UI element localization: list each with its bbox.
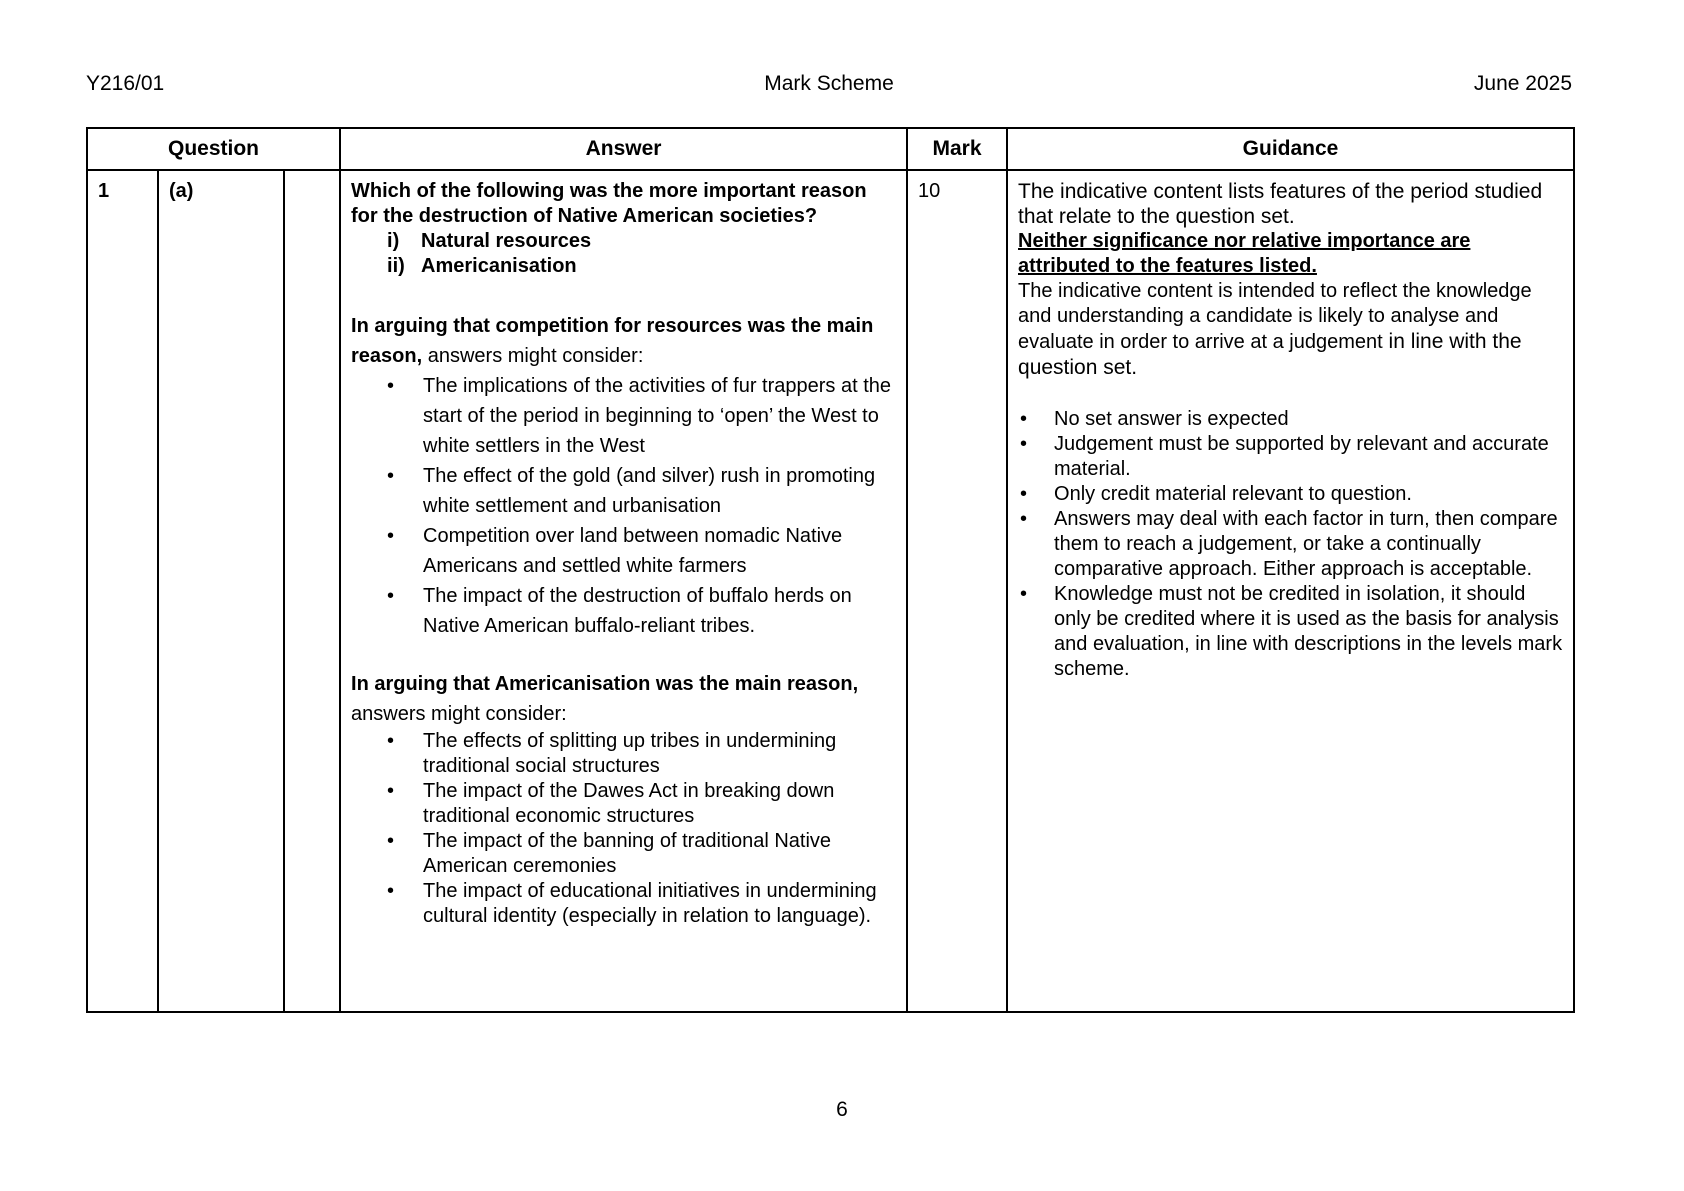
table-header-row xyxy=(87,128,1574,170)
option-label: Natural resources xyxy=(421,230,592,252)
list-item: • The implications of the activities of fur trappers at the start of the period in beginning to ‘open’ the West to white settlers in the West xyxy=(387,371,896,461)
exam-date: June 2025 xyxy=(1473,72,1572,95)
guidance-purpose xyxy=(1018,279,1563,381)
mark-cell xyxy=(907,170,1007,1012)
page-header xyxy=(86,72,1572,102)
document-title: Mark Scheme xyxy=(764,72,894,95)
column-header-mark: Mark xyxy=(907,128,1007,170)
option-number: i) xyxy=(387,230,400,252)
section-resources-intro-bold: In arguing that competition for resources was the main reason, xyxy=(351,315,874,367)
list-item: • The impact of the Dawes Act in breaking down traditional economic structures xyxy=(387,779,896,829)
guidance-list xyxy=(1018,407,1563,682)
list-item: • Judgement must be supported by relevant and accurate material. xyxy=(1018,432,1563,482)
option-number: ii) xyxy=(387,255,405,277)
list-item: • No set answer is expected xyxy=(1018,407,1563,432)
question-subpart-cell xyxy=(284,170,340,1012)
section-americanisation-list xyxy=(351,729,896,929)
question-part-cell xyxy=(158,170,284,1012)
guidance-cell xyxy=(1007,170,1574,1012)
guidance-purpose-main: The indicative content is intended to reflect the knowledge and understanding a candidate is likely to analyse and evaluate in order to arrive at a judgement xyxy=(1018,280,1532,353)
answer-cell xyxy=(340,170,907,1012)
section-americanisation-intro-rest: answers might consider: xyxy=(351,703,567,725)
list-item: • The impact of educational initiatives in undermining cultural identity (especially in relation to language). xyxy=(387,879,896,929)
guidance-purpose-tail: in line with the question set. xyxy=(1018,330,1522,379)
question-number: 1 xyxy=(98,180,110,202)
mark-scheme-table xyxy=(86,127,1575,1013)
list-item: • Answers may deal with each factor in turn, then compare them to reach a judgement, or take a continually comparative approach. Either approach is acceptable. xyxy=(1018,507,1563,582)
question-subpart xyxy=(285,171,339,179)
section-americanisation-intro xyxy=(351,669,896,729)
question-text: Which of the following was the more important reason for the destruction of Native American societies? xyxy=(351,180,867,227)
option-item xyxy=(387,229,896,254)
question-part: (a) xyxy=(169,180,194,202)
column-header-answer: Answer xyxy=(340,128,907,170)
list-item: • The effects of splitting up tribes in undermining traditional social structures xyxy=(387,729,896,779)
list-item: • The impact of the destruction of buffalo herds on Native American buffalo-reliant tribes. xyxy=(387,581,896,641)
guidance-intro: The indicative content lists features of the period studied that relate to the question set. xyxy=(1018,180,1543,228)
section-resources-intro xyxy=(351,311,896,371)
list-item: • Only credit material relevant to question. xyxy=(1018,482,1563,507)
option-label: Americanisation xyxy=(421,255,577,277)
section-resources-intro-rest: answers might consider: xyxy=(422,345,644,367)
section-resources-list xyxy=(351,371,896,641)
guidance-emphasis: Neither significance nor relative importance are attributed to the features listed. xyxy=(1018,230,1471,277)
list-item: • Knowledge must not be credited in isolation, it should only be credited where it is used as the basis for analysis and evaluation, in line with descriptions in the levels mark scheme. xyxy=(1018,582,1563,682)
table-row xyxy=(87,170,1574,1012)
section-americanisation-intro-bold: In arguing that Americanisation was the main reason, xyxy=(351,673,859,695)
list-item: • The effect of the gold (and silver) rush in promoting white settlement and urbanisation xyxy=(387,461,896,521)
list-item: • Competition over land between nomadic Native Americans and settled white farmers xyxy=(387,521,896,581)
column-header-question: Question xyxy=(87,128,340,170)
column-header-guidance: Guidance xyxy=(1007,128,1574,170)
question-options xyxy=(351,229,896,279)
question-number-cell xyxy=(87,170,158,1012)
option-item xyxy=(387,254,896,279)
page-number: 6 xyxy=(836,1098,848,1121)
paper-code: Y216/01 xyxy=(86,72,165,95)
mark-value: 10 xyxy=(918,180,941,202)
list-item: • The impact of the banning of traditional Native American ceremonies xyxy=(387,829,896,879)
